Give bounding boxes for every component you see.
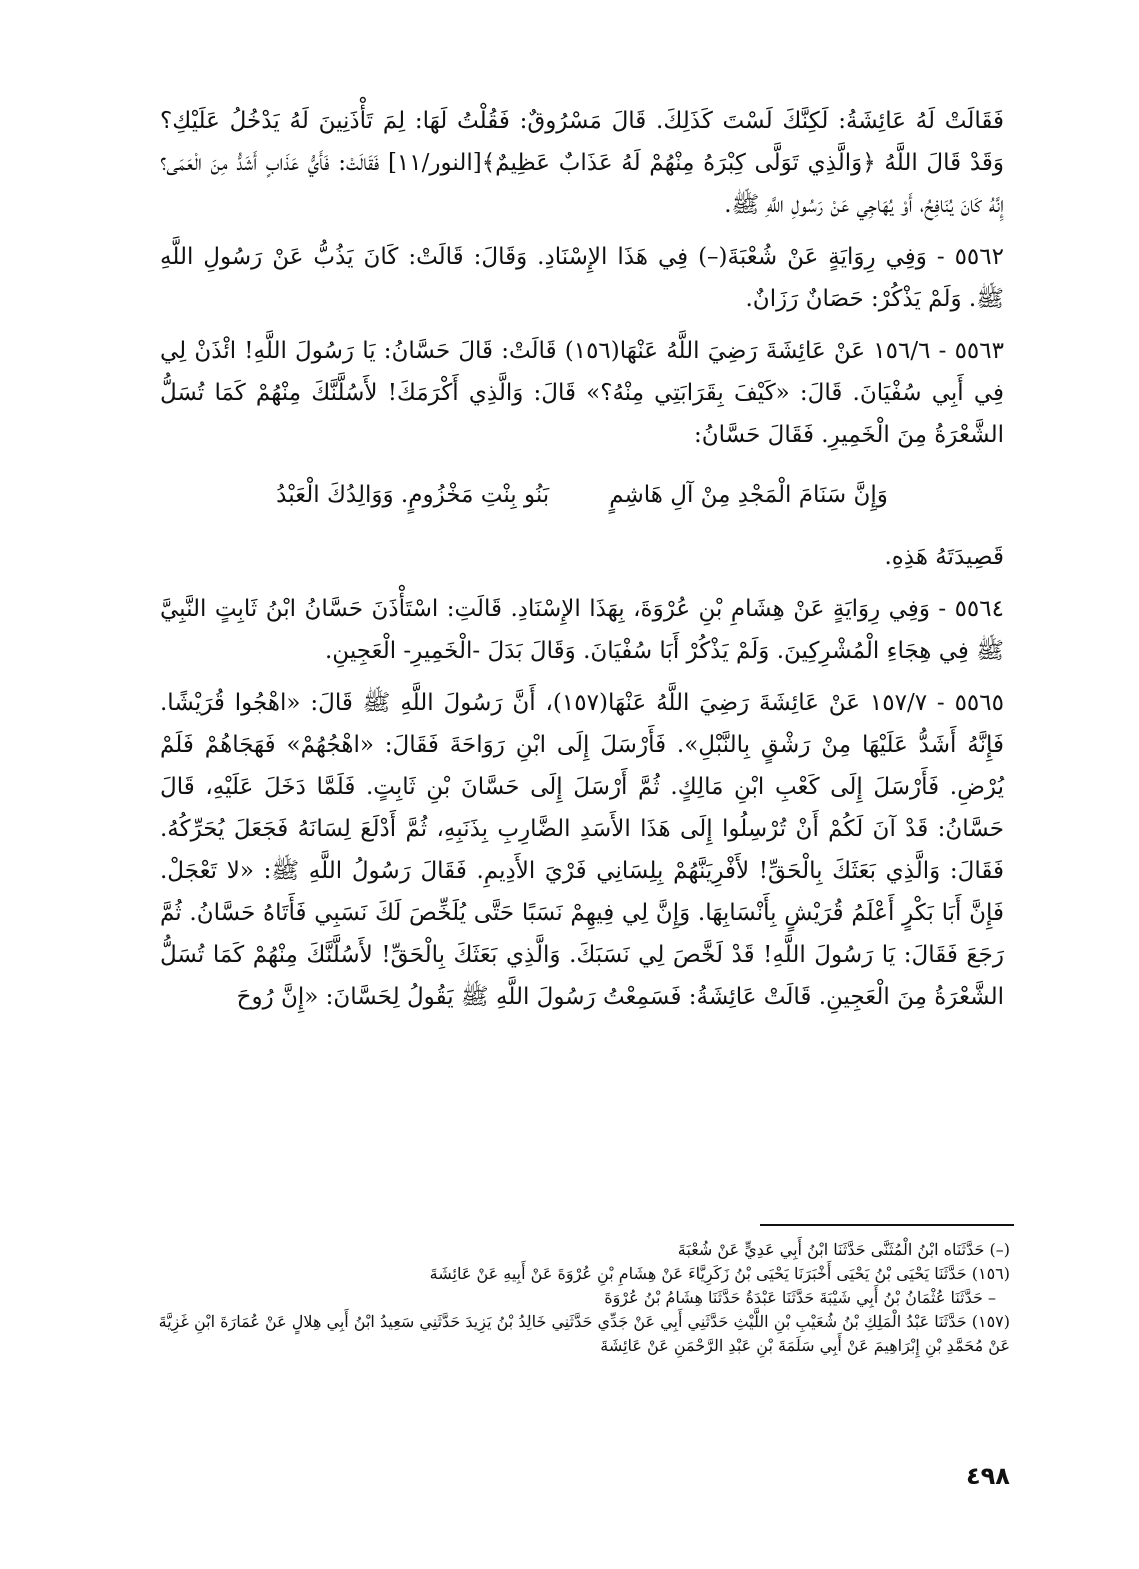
- paragraph-continuation: فَقَالَتْ لَهُ عَائِشَةُ: لَكِنَّكَ لَسْتَ كَذَلِكَ. قَالَ مَسْرُوقٌ: فَقُلْتُ لَهَا: لِمَ تَأْذَنِينَ لَهُ يَدْخُلُ عَلَيْكِ؟ وَقَدْ قَالَ اللَّهُ ﴿وَالَّذِي تَوَلَّى كِبْرَهُ مِنْهُمْ لَهُ عَذَابٌ عَظِيمٌ﴾[النور/١١] فَقَالَتْ: فَأَيُّ عَذَابٍ أَشَدُّ مِنَ الْعَمَى؟ إِنَّهُ كَانَ يُنَافِحُ، أَوْ يُهَاجِي عَنْ رَسُولِ اللَّهِ ﷺ.: [160, 108, 1004, 218]
- main-text: [160, 100, 1004, 1024]
- footnote-dash: (–) حَدَّثَنَاه ابْنُ الْمُثَنَّى حَدَّثَنَا ابْنُ أَبِي عَدِيٍّ عَنْ شُعْبَةَ: [677, 1240, 1010, 1259]
- hadith-5565: ٥٥٦٥ - ١٥٧/٧ عَنْ عَائِشَةَ رَضِيَ اللَّهُ عَنْهَا(١٥٧)، أَنَّ رَسُولَ اللَّهِ ﷺ قَالَ: «اهْجُوا قُرَيْشًا. فَإِنَّهُ أَشَدُّ عَلَيْهَا مِنْ رَشْقٍ بِالنَّبْلِ». فَأَرْسَلَ إِلَى ابْنِ رَوَاحَةَ فَقَالَ: «اهْجُهُمْ» فَهَجَاهُمْ فَلَمْ يُرْضِ. فَأَرْسَلَ إِلَى كَعْبِ ابْنِ مَالِكٍ. ثُمَّ أَرْسَلَ إِلَى حَسَّانَ بْنِ ثَابِتٍ. فَلَمَّا دَخَلَ عَلَيْهِ، قَالَ حَسَّانُ: قَدْ آنَ لَكُمْ أَنْ تُرْسِلُوا إِلَى هَذَا الأَسَدِ الضَّارِبِ بِذَنَبِهِ، ثُمَّ أَدْلَعَ لِسَانَهُ فَجَعَلَ يُحَرِّكُهُ. فَقَالَ: وَالَّذِي بَعَثَكَ بِالْحَقِّ! لأَفْرِيَنَّهُمْ بِلِسَانِي فَرْيَ الأَدِيمِ. فَقَالَ رَسُولُ اللَّهِ ﷺ: «لا تَعْجَلْ. فَإِنَّ أَبَا بَكْرٍ أَعْلَمُ قُرَيْشٍ بِأَنْسَابِهَا. وَإِنَّ لِي فِيهِمْ نَسَبًا حَتَّى يُلَخِّصَ لَكَ نَسَبِي فَأَتَاهُ حَسَّانُ. ثُمَّ رَجَعَ فَقَالَ: يَا رَسُولَ اللَّهِ! قَدْ لَخَّصَ لِي نَسَبَكَ. وَالَّذِي بَعَثَكَ بِالْحَقِّ! لأَسُلَّنَّكَ مِنْهُمْ كَمَا تُسَلُّ الشَّعْرَةُ مِنَ الْعَجِينِ. قَالَتْ عَائِشَةُ: فَسَمِعْتُ رَسُولَ اللَّهِ ﷺ يَقُولُ لِحَسَّانَ: «إِنَّ رُوحَ: [160, 690, 1004, 1010]
- footnote-157: (١٥٧) حَدَّثَنَا عَبْدُ الْمَلِكِ بْنُ شُعَيْبِ بْنِ اللَّيْثِ حَدَّثَنِي أَبِي عَنْ جَدِّي حَدَّثَنِي خَالِدُ بْنُ يَزِيدَ حَدَّثَنِي سَعِيدُ ابْنُ أَبِي هِلالٍ عَنْ عُمَارَةَ ابْنِ غَزِيَّةَ عَنْ مُحَمَّدِ بْنِ إِبْرَاهِيمَ عَنْ أَبِي سَلَمَةَ بْنِ عَبْدِ الرَّحْمَنِ عَنْ عَائِشَةَ: [158, 1312, 1010, 1355]
- hadith-5563: ٥٥٦٣ - ١٥٦/٦ عَنْ عَائِشَةَ رَضِيَ اللَّهُ عَنْهَا(١٥٦) قَالَتْ: قَالَ حَسَّانُ: يَا رَسُولَ اللَّهِ! ائْذَنْ لِي فِي أَبِي سُفْيَانَ. قَالَ: «كَيْفَ بِقَرَابَتِي مِنْهُ؟» قَالَ: وَالَّذِي أَكْرَمَكَ! لأَسُلَّنَّكَ مِنْهُمْ كَمَا تُسَلُّ الشَّعْرَةُ مِنَ الْخَمِيرِ. فَقَالَ حَسَّانُ:: [160, 338, 1004, 448]
- hadith-5562: ٥٥٦٢ - وَفِي رِوَايَةٍ عَنْ شُعْبَةَ(–) فِي هَذَا الإِسْنَادِ. وَقَالَ: قَالَتْ: كَانَ يَذُبُّ عَنْ رَسُولِ اللَّهِ ﷺ. وَلَمْ يَذْكُرْ: حَصَانٌ رَزَانٌ.: [160, 244, 1004, 312]
- hadith-5564: ٥٥٦٤ - وَفِي رِوَايَةٍ عَنْ هِشَامِ بْنِ عُرْوَةَ، بِهَذَا الإِسْنَادِ. قَالَتِ: اسْتَأْذَنَ حَسَّانُ ابْنُ ثَابِتٍ النَّبِيَّ ﷺ فِي هِجَاءِ الْمُشْرِكِينَ. وَلَمْ يَذْكُرْ أَبَا سُفْيَانَ. وَقَالَ بَدَلَ -الْخَمِيرِ- الْعَجِينِ.: [160, 596, 1004, 664]
- footnotes: [150, 1238, 1010, 1358]
- page-number: ٤٩٨: [966, 1462, 1010, 1490]
- verse-continuation: قَصِيدَتَهُ هَذِهِ.: [884, 544, 1004, 570]
- footnote-156: (١٥٦) حَدَّثَنَا يَحْيَى بْنُ يَحْيَى أَخْبَرَنَا يَحْيَى بْنُ زَكَرِيَّاءَ عَنْ هِشَامِ بْنِ عُرْوَةَ عَنْ أَبِيهِ عَنْ عَائِشَةَ: [429, 1264, 1010, 1283]
- footnote-156-alt: – حَدَّثَنَا عُثْمَانُ بْنُ أَبِي شَيْبَةَ حَدَّثَنَا عَبْدَةُ حَدَّثَنَا هِشَامُ بْنُ عُرْوَةَ: [604, 1288, 996, 1307]
- verse-second-hemistich: بَنُو بِنْتِ مَخْزُومٍ. وَوَالِدُكَ الْعَبْدُ: [276, 482, 550, 508]
- poetry-verse: [160, 474, 1004, 516]
- verse-first-hemistich: وَإِنَّ سَنَامَ الْمَجْدِ مِنْ آلِ هَاشِمٍ: [609, 482, 888, 508]
- footnote-divider: [760, 1224, 1014, 1226]
